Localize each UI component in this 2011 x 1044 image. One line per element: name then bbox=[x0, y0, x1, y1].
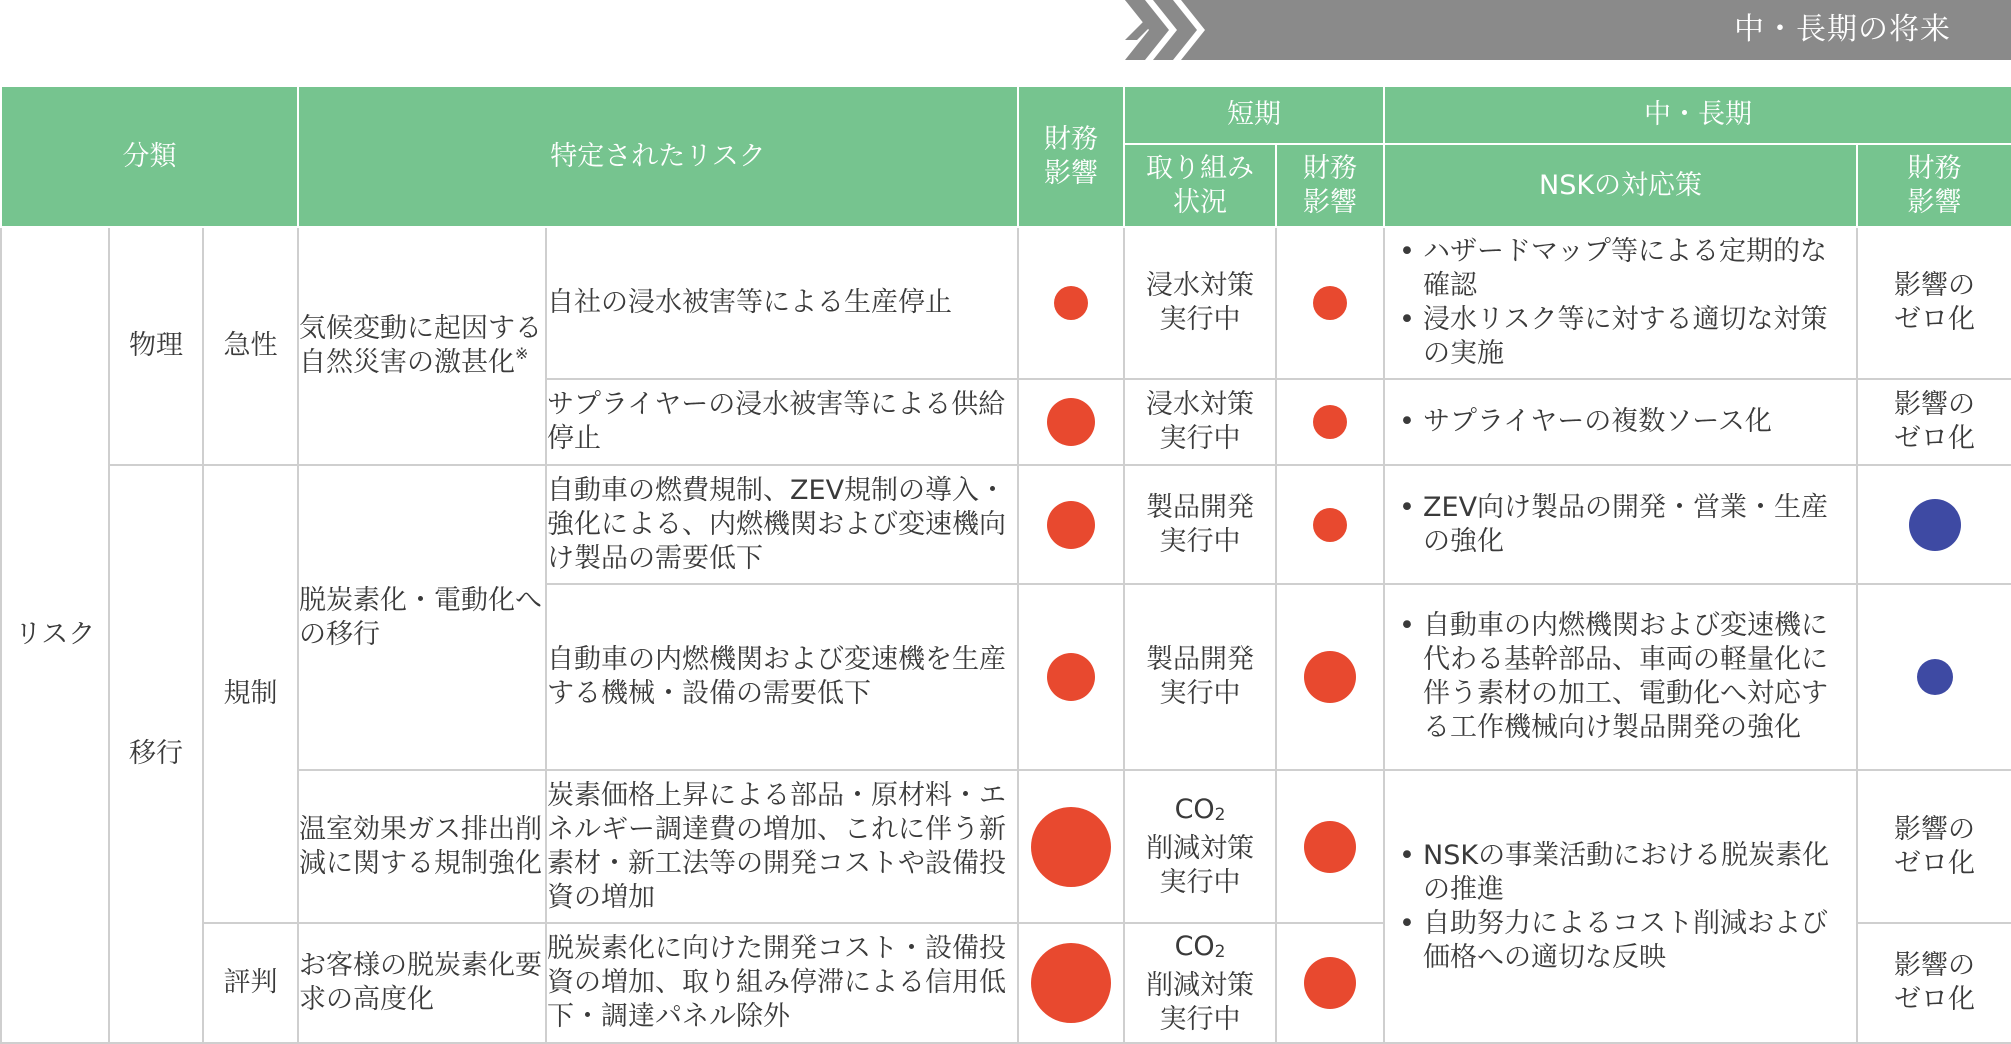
financial-impact-r6 bbox=[1018, 923, 1124, 1043]
status-r2: 浸水対策実行中 bbox=[1124, 379, 1276, 465]
risk-detail-r3: 自動車の燃費規制、ZEV規制の導入・強化による、内燃機関および変速機向け製品の需要低下 bbox=[546, 465, 1018, 584]
financial-impact-r2 bbox=[1018, 379, 1124, 465]
measures-r4 bbox=[1384, 584, 1857, 770]
measure-item: • 浸水リスク等に対する適切な対策の実施 bbox=[1397, 303, 1842, 371]
risk-detail-r1: 自社の浸水被害等による生産停止 bbox=[546, 227, 1018, 379]
measure-item: • ZEV向け製品の開発・営業・生産の強化 bbox=[1397, 491, 1842, 559]
risk-detail-r2: サプライヤーの浸水被害等による供給停止 bbox=[546, 379, 1018, 465]
header-initiatives-status: 取り組み状況 bbox=[1124, 144, 1276, 227]
measure-item: • 自動車の内燃機関および変速機に代わる基幹部品、車両の軽量化に伴う素材の加工、電動化へ対応する工作機械向け製品開発の強化 bbox=[1397, 609, 1842, 745]
risk-decarbonization: 脱炭素化・電動化への移行 bbox=[298, 465, 546, 770]
measure-item: • ハザードマップ等による定期的な確認 bbox=[1397, 235, 1842, 303]
header-financial-impact: 財務影響 bbox=[1018, 87, 1124, 227]
impact-dot-large bbox=[1031, 943, 1111, 1023]
mid-impact-r4 bbox=[1857, 584, 2011, 770]
category-acute: 急性 bbox=[203, 227, 298, 465]
measure-item: • NSKの事業活動における脱炭素化の推進 bbox=[1397, 839, 1842, 907]
financial-impact-r5 bbox=[1018, 770, 1124, 923]
mid-impact-r1: 影響のゼロ化 bbox=[1857, 227, 2011, 379]
mid-impact-r6: 影響のゼロ化 bbox=[1857, 923, 2011, 1043]
category-transition: 移行 bbox=[109, 465, 203, 1043]
impact-dot-small bbox=[1054, 286, 1088, 320]
measures-r2 bbox=[1384, 379, 1857, 465]
category-risk: リスク bbox=[1, 227, 109, 1043]
financial-impact-r4 bbox=[1018, 584, 1124, 770]
status-r5: $CO_2$ 削減対策実行中 bbox=[1124, 770, 1276, 923]
header-mid-financial-impact: 財務影響 bbox=[1857, 144, 2011, 227]
header-short-term: 短期 bbox=[1124, 87, 1384, 144]
financial-impact-r1 bbox=[1018, 227, 1124, 379]
financial-impact-r3 bbox=[1018, 465, 1124, 584]
risk-detail-r6: 脱炭素化に向けた開発コスト・設備投資の増加、取り組み停滞による信用低下・調達パネル除外 bbox=[546, 923, 1018, 1043]
measure-item: • 自助努力によるコスト削減および価格への適切な反映 bbox=[1397, 907, 1842, 975]
climate-risk-table bbox=[0, 87, 2011, 1044]
mid-impact-r3 bbox=[1857, 465, 2011, 584]
category-reputation: 評判 bbox=[203, 923, 298, 1043]
impact-dot-medium bbox=[1047, 653, 1095, 701]
impact-dot-medium bbox=[1304, 821, 1356, 873]
risk-climate-disaster: 気候変動に起因する自然災害の激甚化※ bbox=[298, 227, 546, 465]
timeframe-banner bbox=[1125, 0, 2011, 60]
short-impact-r1 bbox=[1276, 227, 1384, 379]
category-regulation: 規制 bbox=[203, 465, 298, 923]
header-mid-long-term: 中・長期 bbox=[1384, 87, 2011, 144]
status-r1: 浸水対策実行中 bbox=[1124, 227, 1276, 379]
short-impact-r6 bbox=[1276, 923, 1384, 1043]
measure-item: • サプライヤーの複数ソース化 bbox=[1397, 405, 1842, 439]
impact-dot-blue-medium bbox=[1909, 499, 1961, 551]
impact-dot-medium bbox=[1304, 957, 1356, 1009]
header-nsk-response: NSKの対応策 bbox=[1384, 144, 1857, 227]
status-r4: 製品開発実行中 bbox=[1124, 584, 1276, 770]
risk-ghg-regulation: 温室効果ガス排出削減に関する規制強化 bbox=[298, 770, 546, 923]
measures-r3 bbox=[1384, 465, 1857, 584]
measures-r5-r6 bbox=[1384, 770, 1857, 1043]
impact-dot-medium bbox=[1047, 398, 1095, 446]
impact-dot-large bbox=[1031, 807, 1111, 887]
impact-dot-small bbox=[1313, 405, 1347, 439]
header-category: 分類 bbox=[1, 87, 298, 227]
impact-dot-medium bbox=[1047, 501, 1095, 549]
header-identified-risk: 特定されたリスク bbox=[298, 87, 1018, 227]
status-r3: 製品開発実行中 bbox=[1124, 465, 1276, 584]
mid-impact-r2: 影響のゼロ化 bbox=[1857, 379, 2011, 465]
status-r6: $CO_2$ 削減対策実行中 bbox=[1124, 923, 1276, 1043]
risk-detail-r5: 炭素価格上昇による部品・原材料・エネルギー調達費の増加、これに伴う新素材・新工法等の開発コストや設備投資の増加 bbox=[546, 770, 1018, 923]
short-impact-r5 bbox=[1276, 770, 1384, 923]
short-impact-r2 bbox=[1276, 379, 1384, 465]
mid-impact-r5: 影響のゼロ化 bbox=[1857, 770, 2011, 923]
category-physical: 物理 bbox=[109, 227, 203, 465]
header-short-financial-impact: 財務影響 bbox=[1276, 144, 1384, 227]
risk-detail-r4: 自動車の内燃機関および変速機を生産する機械・設備の需要低下 bbox=[546, 584, 1018, 770]
short-impact-r4 bbox=[1276, 584, 1384, 770]
measures-r1 bbox=[1384, 227, 1857, 379]
risk-customer-demand: お客様の脱炭素化要求の高度化 bbox=[298, 923, 546, 1043]
banner-label: 中・長期の将来 bbox=[1734, 12, 1951, 47]
impact-dot-blue-small bbox=[1917, 659, 1953, 695]
impact-dot-small bbox=[1313, 286, 1347, 320]
impact-dot-medium bbox=[1304, 651, 1356, 703]
short-impact-r3 bbox=[1276, 465, 1384, 584]
impact-dot-small bbox=[1313, 508, 1347, 542]
